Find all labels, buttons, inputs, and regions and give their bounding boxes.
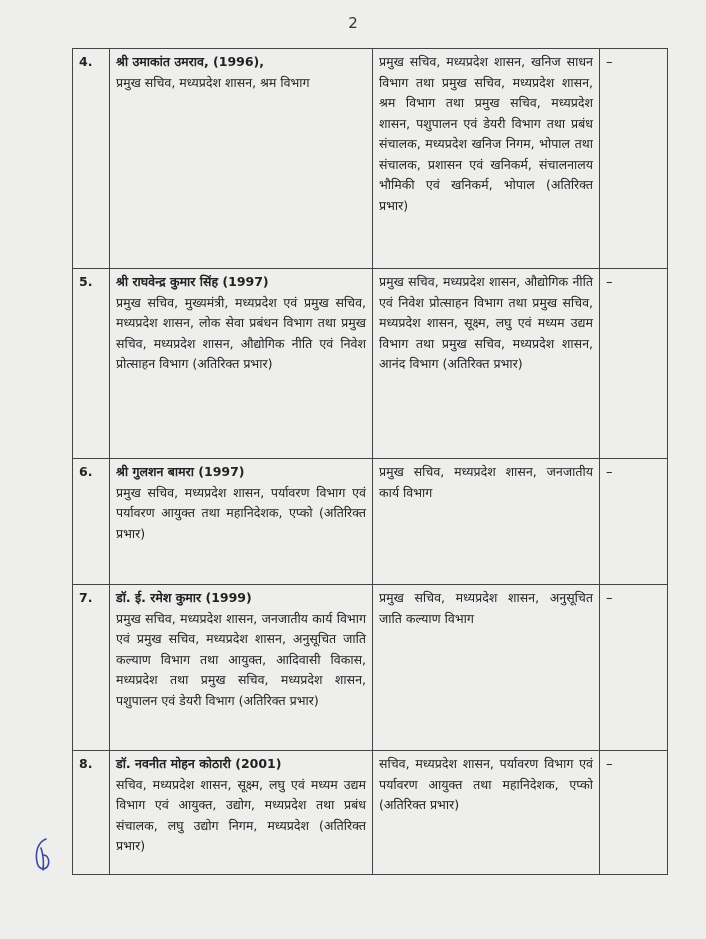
serial-number: 5. <box>73 269 110 459</box>
remarks-cell <box>600 269 668 459</box>
current-designation: प्रमुख सचिव, मुख्यमंत्री, मध्यप्रदेश एवं प्रमुख सचिव, मध्यप्रदेश शासन, लोक सेवा प्रबंधन विभाग तथा प्रमुख सचिव, मध्यप्रदेश शासन, औद्योगिक नीति एवं निवेश प्रोत्साहन विभाग (अतिरिक्त प्रभार) <box>116 294 366 371</box>
officer-cell <box>110 459 373 585</box>
new-posting: प्रमुख सचिव, मध्यप्रदेश शासन, अनुसूचित जाति कल्याण विभाग <box>373 585 600 751</box>
table-row <box>73 751 668 875</box>
remark: – <box>606 275 613 290</box>
remark: – <box>606 757 613 772</box>
new-posting: सचिव, मध्यप्रदेश शासन, पर्यावरण विभाग एवं पर्यावरण आयुक्त तथा महानिदेशक, एप्को (अतिरिक्त प्रभार) <box>373 751 600 875</box>
remarks-cell <box>600 585 668 751</box>
officer-name: डॉ. ई. रमेश कुमार (1999) <box>116 590 252 605</box>
officer-name: श्री राघवेन्द्र कुमार सिंह (1997) <box>116 274 269 289</box>
new-posting: प्रमुख सचिव, मध्यप्रदेश शासन, जनजातीय कार्य विभाग <box>373 459 600 585</box>
transfer-order-table <box>72 48 668 875</box>
serial-number: 7. <box>73 585 110 751</box>
new-posting: प्रमुख सचिव, मध्यप्रदेश शासन, खनिज साधन विभाग तथा प्रमुख सचिव, मध्यप्रदेश शासन, श्रम विभाग तथा प्रमुख सचिव, मध्यप्रदेश शासन, पशुपालन एवं डेयरी विभाग तथा प्रबंध संचालक, मध्यप्रदेश खनिज निगम, भोपाल तथा संचालक, प्रशासन एवं खनिकर्म, संचालनालय भौमिकी एवं खनिकर्म, भोपाल (अतिरिक्त प्रभार) <box>373 49 600 269</box>
new-posting: प्रमुख सचिव, मध्यप्रदेश शासन, औद्योगिक नीति एवं निवेश प्रोत्साहन विभाग तथा प्रमुख सचिव, मध्यप्रदेश शासन, सूक्ष्म, लघु एवं मध्यम उद्यम विभाग तथा प्रमुख सचिव, मध्यप्रदेश शासन, आनंद विभाग (अतिरिक्त प्रभार) <box>373 269 600 459</box>
remarks-cell <box>600 49 668 269</box>
table-row <box>73 269 668 459</box>
current-designation: सचिव, मध्यप्रदेश शासन, सूक्ष्म, लघु एवं मध्यम उद्यम विभाग एवं आयुक्त, उद्योग, मध्यप्रदेश तथा प्रबंध संचालक, लघु उद्योग निगम, मध्यप्रदेश (अतिरिक्त प्रभार) <box>116 776 366 853</box>
remarks-cell <box>600 459 668 585</box>
table-row <box>73 585 668 751</box>
officer-cell <box>110 751 373 875</box>
remark: – <box>606 591 613 606</box>
serial-number: 8. <box>73 751 110 875</box>
officer-name: डॉ. नवनीत मोहन कोठारी (2001) <box>116 756 282 771</box>
officer-cell <box>110 49 373 269</box>
officer-name: श्री गुलशन बामरा (1997) <box>116 464 245 479</box>
initials-signature-icon <box>32 836 54 874</box>
current-designation: प्रमुख सचिव, मध्यप्रदेश शासन, पर्यावरण विभाग एवं पर्यावरण आयुक्त तथा महानिदेशक, एप्को (अतिरिक्त प्रभार) <box>116 484 366 541</box>
officer-name: श्री उमाकांत उमराव, (1996), <box>116 54 265 69</box>
current-designation: प्रमुख सचिव, मध्यप्रदेश शासन, जनजातीय कार्य विभाग एवं प्रमुख सचिव, मध्यप्रदेश शासन, अनुसूचित जाति कल्याण विभाग तथा आयुक्त, आदिवासी विकास, मध्यप्रदेश तथा प्रमुख सचिव, मध्यप्रदेश शासन, पशुपालन एवं डेयरी विभाग (अतिरिक्त प्रभार) <box>116 610 366 708</box>
serial-number: 4. <box>73 49 110 269</box>
table-row <box>73 459 668 585</box>
page-number: 2 <box>348 14 358 32</box>
table-row <box>73 49 668 269</box>
current-designation: प्रमुख सचिव, मध्यप्रदेश शासन, श्रम विभाग <box>116 74 310 90</box>
remarks-cell <box>600 751 668 875</box>
officer-cell <box>110 269 373 459</box>
serial-number: 6. <box>73 459 110 585</box>
remark: – <box>606 465 613 480</box>
officer-cell <box>110 585 373 751</box>
remark: – <box>606 55 613 70</box>
